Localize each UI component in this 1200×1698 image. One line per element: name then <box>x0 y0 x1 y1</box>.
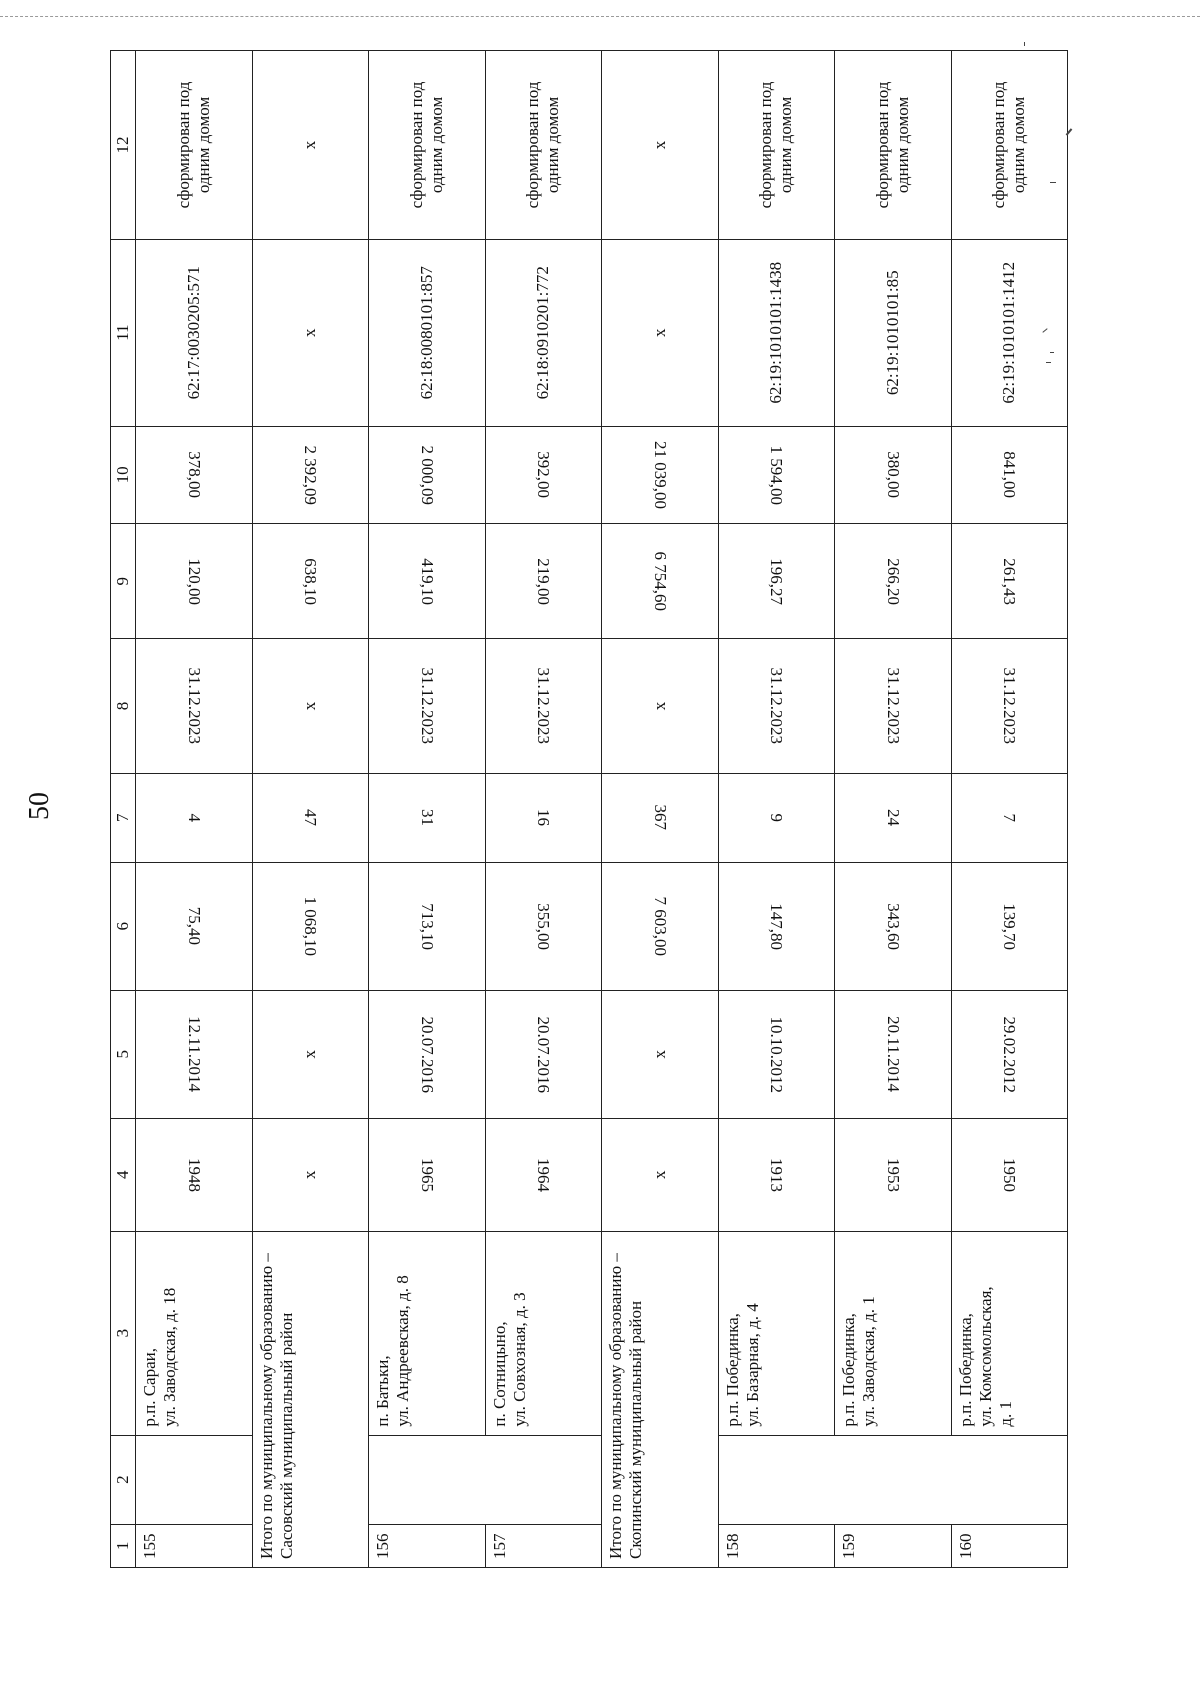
cadastral-number-cell <box>252 239 369 426</box>
total-area-cell <box>252 862 369 990</box>
cadastral-number: x <box>649 328 669 337</box>
land-status: сформирован под одним домом <box>406 81 446 209</box>
cadastral-number-cell <box>835 239 952 426</box>
recognition-date: 12.11.2014 <box>184 1016 204 1093</box>
total-label-cell <box>602 1231 719 1567</box>
area-col9: 638,10 <box>301 557 321 605</box>
area-col10-cell <box>718 426 835 524</box>
row-number: 155 <box>140 1533 159 1559</box>
residents-count-cell <box>485 773 602 862</box>
land-status: сформирован под одним домом <box>989 81 1029 209</box>
area-col10: 2 392,09 <box>301 445 321 505</box>
total-area: 7 603,00 <box>650 896 670 956</box>
area-col9-cell <box>951 524 1068 639</box>
municipality-cell <box>136 1435 253 1524</box>
build-year: 1965 <box>417 1157 437 1192</box>
land-status: x <box>300 140 320 150</box>
cadastral-number-cell <box>136 239 253 426</box>
resettlement-deadline-cell <box>602 639 719 774</box>
row-number-cell <box>369 1524 486 1567</box>
address-cell <box>951 1231 1068 1435</box>
column-header-2: 2 <box>111 1435 136 1524</box>
land-status: сформирован под одним домом <box>173 81 213 209</box>
total-row <box>602 51 719 1568</box>
address-cell <box>369 1231 486 1435</box>
total-area-cell <box>835 862 952 990</box>
row-number: 157 <box>489 1533 509 1559</box>
address-line: ул. Базарная, д. 4 <box>742 1303 762 1427</box>
area-col10: 380,00 <box>883 451 903 499</box>
table-row <box>369 51 486 1568</box>
address-line: р.п. Побединка, <box>839 1313 858 1427</box>
row-number: 159 <box>839 1533 858 1559</box>
table-row <box>136 51 253 1568</box>
area-col9: 266,20 <box>883 557 903 605</box>
total-label: Итого по муниципальному образованию – Скопинский муниципальный район <box>606 1253 645 1559</box>
land-status-cell <box>718 51 835 240</box>
recognition-date-cell <box>252 990 369 1118</box>
total-row <box>252 51 369 1568</box>
land-status: сформирован под одним домом <box>872 81 912 209</box>
total-area-cell <box>602 862 719 990</box>
table-row <box>485 51 602 1568</box>
address-line: ул. Заводская, д. 1 <box>859 1296 878 1427</box>
total-area: 355,00 <box>534 902 554 950</box>
build-year: x <box>649 1170 669 1179</box>
residents-count: 9 <box>767 813 787 822</box>
row-number-cell <box>835 1524 952 1567</box>
total-area-cell <box>369 862 486 990</box>
resettlement-deadline: x <box>649 701 669 711</box>
recognition-date: 20.07.2016 <box>534 1016 554 1093</box>
area-col9-cell <box>252 524 369 639</box>
land-status-cell <box>136 51 253 240</box>
residents-count: 24 <box>883 809 903 827</box>
column-header-9: 9 <box>111 524 136 639</box>
residents-count-cell <box>835 773 952 862</box>
area-col9-cell <box>718 524 835 639</box>
recognition-date-cell <box>718 990 835 1118</box>
residents-count: 7 <box>1000 813 1020 822</box>
address-cell <box>718 1231 835 1435</box>
area-col10: 378,00 <box>184 451 204 499</box>
address-line: ул. Совхозная, д. 3 <box>509 1292 529 1427</box>
resettlement-deadline: x <box>300 701 320 711</box>
resettlement-deadline: 31.12.2023 <box>1000 667 1020 745</box>
area-col9: 419,10 <box>417 557 437 605</box>
resettlement-deadline-cell <box>136 639 253 774</box>
cadastral-number-cell <box>602 239 719 426</box>
row-number: 160 <box>955 1533 975 1559</box>
area-col10-cell <box>951 426 1068 524</box>
address-line: р.п. Сараи, <box>140 1348 159 1427</box>
address-line: п. Батьки, <box>373 1355 392 1427</box>
area-col10-cell <box>136 426 253 524</box>
column-header-10: 10 <box>111 426 136 524</box>
residents-count: 4 <box>184 813 204 822</box>
cadastral-number: 62:18:0910201:772 <box>533 266 553 400</box>
build-year: x <box>300 1170 320 1179</box>
table-stage <box>110 50 1068 1568</box>
resettlement-deadline-cell <box>835 639 952 774</box>
column-header-5: 5 <box>111 990 136 1118</box>
cadastral-number-cell <box>951 239 1068 426</box>
address-cell <box>485 1231 602 1435</box>
total-label: Итого по муниципальному образованию – Сасовский муниципальный район <box>256 1253 296 1559</box>
land-status-cell <box>252 51 369 240</box>
area-col10: 1 594,00 <box>767 445 787 505</box>
address-line: ул. Андреевская, д. 8 <box>393 1275 412 1427</box>
cadastral-number: 62:19:1010101:1412 <box>999 261 1019 404</box>
cadastral-number-cell <box>718 239 835 426</box>
recognition-date-cell <box>136 990 253 1118</box>
land-status: сформирован под одним домом <box>756 81 796 209</box>
residents-count: 16 <box>534 809 554 827</box>
land-status: x <box>649 140 669 150</box>
recognition-date: 29.02.2012 <box>1000 1016 1020 1093</box>
build-year: 1913 <box>767 1157 787 1192</box>
recognition-date: 20.11.2014 <box>883 1016 903 1093</box>
build-year: 1950 <box>1000 1157 1020 1192</box>
area-col10: 21 039,00 <box>650 440 670 509</box>
cadastral-number: 62:19:1010101:85 <box>882 270 902 396</box>
build-year-cell <box>369 1118 486 1231</box>
housing-register-table <box>110 50 1068 1568</box>
resettlement-deadline-cell <box>369 639 486 774</box>
land-status-cell <box>951 51 1068 240</box>
total-area-cell <box>718 862 835 990</box>
area-col10-cell <box>252 426 369 524</box>
recognition-date: x <box>300 1050 320 1059</box>
build-year: 1964 <box>534 1157 554 1192</box>
land-status-cell <box>485 51 602 240</box>
build-year: 1948 <box>184 1157 204 1192</box>
recognition-date-cell <box>951 990 1068 1118</box>
resettlement-deadline: 31.12.2023 <box>534 667 554 745</box>
residents-count-cell <box>718 773 835 862</box>
land-status: сформирован под одним домом <box>523 81 563 209</box>
recognition-date: x <box>649 1050 669 1059</box>
resettlement-deadline: 31.12.2023 <box>767 667 787 745</box>
residents-count: 47 <box>301 809 321 827</box>
recognition-date: 10.10.2012 <box>767 1016 787 1093</box>
address-line: п. Сотницыно, <box>489 1321 509 1427</box>
resettlement-deadline-cell <box>252 639 369 774</box>
total-area-cell <box>136 862 253 990</box>
column-header-4: 4 <box>111 1118 136 1231</box>
area-col9: 219,00 <box>534 557 554 605</box>
area-col9: 120,00 <box>184 557 204 605</box>
recognition-date-cell <box>485 990 602 1118</box>
area-col10: 392,00 <box>534 451 554 499</box>
cadastral-number: 62:18:0080101:857 <box>416 266 436 400</box>
build-year-cell <box>951 1118 1068 1231</box>
total-area: 343,60 <box>883 902 903 950</box>
total-area-cell <box>485 862 602 990</box>
build-year-cell <box>136 1118 253 1231</box>
row-number-cell <box>485 1524 602 1567</box>
build-year-cell <box>835 1118 952 1231</box>
build-year-cell <box>485 1118 602 1231</box>
resettlement-deadline: 31.12.2023 <box>417 667 437 745</box>
build-year-cell <box>718 1118 835 1231</box>
table-row <box>951 51 1068 1568</box>
area-col10-cell <box>369 426 486 524</box>
address-line: р.п. Побединка, <box>955 1313 975 1427</box>
area-col9-cell <box>602 524 719 639</box>
table-body <box>136 51 1068 1568</box>
scan-edge-line <box>0 16 1200 17</box>
area-col9-cell <box>835 524 952 639</box>
resettlement-deadline-cell <box>485 639 602 774</box>
build-year: 1953 <box>883 1157 903 1192</box>
land-status-cell <box>602 51 719 240</box>
column-header-7: 7 <box>111 773 136 862</box>
row-number: 158 <box>722 1533 742 1559</box>
address-line: ул. Комсомольская, <box>975 1286 995 1427</box>
area-col9: 6 754,60 <box>650 551 670 611</box>
land-status-cell <box>835 51 952 240</box>
area-col9-cell <box>369 524 486 639</box>
address-line: д. 1 <box>995 1400 1015 1427</box>
residents-count-cell <box>602 773 719 862</box>
address-line: ул. Заводская, д. 18 <box>160 1287 179 1427</box>
residents-count: 31 <box>417 809 437 827</box>
table-landscape <box>110 50 1068 1568</box>
area-col9-cell <box>136 524 253 639</box>
build-year-cell <box>602 1118 719 1231</box>
build-year-cell <box>252 1118 369 1231</box>
total-area: 147,80 <box>767 902 787 950</box>
area-col10-cell <box>602 426 719 524</box>
header-row <box>111 51 136 1568</box>
cadastral-number: x <box>300 328 320 337</box>
column-header-1: 1 <box>111 1524 136 1567</box>
cadastral-number-cell <box>369 239 486 426</box>
row-number-cell <box>136 1524 253 1567</box>
recognition-date-cell <box>602 990 719 1118</box>
cadastral-number: 62:17:0030205:571 <box>183 266 203 400</box>
area-col9: 196,27 <box>767 557 787 605</box>
recognition-date-cell <box>369 990 486 1118</box>
row-number-cell <box>718 1524 835 1567</box>
row-number-cell <box>951 1524 1068 1567</box>
area-col10: 2 000,09 <box>417 445 437 505</box>
residents-count: 367 <box>650 805 670 831</box>
area-col9-cell <box>485 524 602 639</box>
column-header-11: 11 <box>111 239 136 426</box>
resettlement-deadline-cell <box>718 639 835 774</box>
column-header-6: 6 <box>111 862 136 990</box>
residents-count-cell <box>951 773 1068 862</box>
total-label-cell <box>252 1231 369 1567</box>
resettlement-deadline-cell <box>951 639 1068 774</box>
area-col10: 841,00 <box>1000 451 1020 499</box>
cadastral-number-cell <box>485 239 602 426</box>
table-row <box>835 51 952 1568</box>
recognition-date: 20.07.2016 <box>417 1016 437 1093</box>
column-header-3: 3 <box>111 1231 136 1435</box>
municipality-cell <box>718 1435 1068 1524</box>
area-col9: 261,43 <box>1000 557 1020 605</box>
resettlement-deadline: 31.12.2023 <box>184 667 204 745</box>
address-cell <box>835 1231 952 1435</box>
total-area: 1 068,10 <box>301 896 321 956</box>
total-area: 75,40 <box>184 907 204 946</box>
address-line: р.п. Побединка, <box>722 1313 742 1427</box>
area-col10-cell <box>485 426 602 524</box>
table-row <box>718 51 835 1568</box>
address-cell <box>136 1231 253 1435</box>
area-col10-cell <box>835 426 952 524</box>
total-area: 139,70 <box>1000 902 1020 950</box>
residents-count-cell <box>136 773 253 862</box>
residents-count-cell <box>252 773 369 862</box>
column-header-12: 12 <box>111 51 136 240</box>
municipality-cell <box>369 1435 602 1524</box>
resettlement-deadline: 31.12.2023 <box>883 667 903 745</box>
land-status-cell <box>369 51 486 240</box>
total-area-cell <box>951 862 1068 990</box>
page-number: 50 <box>24 792 55 820</box>
residents-count-cell <box>369 773 486 862</box>
row-number: 156 <box>373 1533 392 1559</box>
column-header-8: 8 <box>111 639 136 774</box>
recognition-date-cell <box>835 990 952 1118</box>
cadastral-number: 62:19:1010101:1438 <box>766 261 786 404</box>
total-area: 713,10 <box>417 902 437 950</box>
